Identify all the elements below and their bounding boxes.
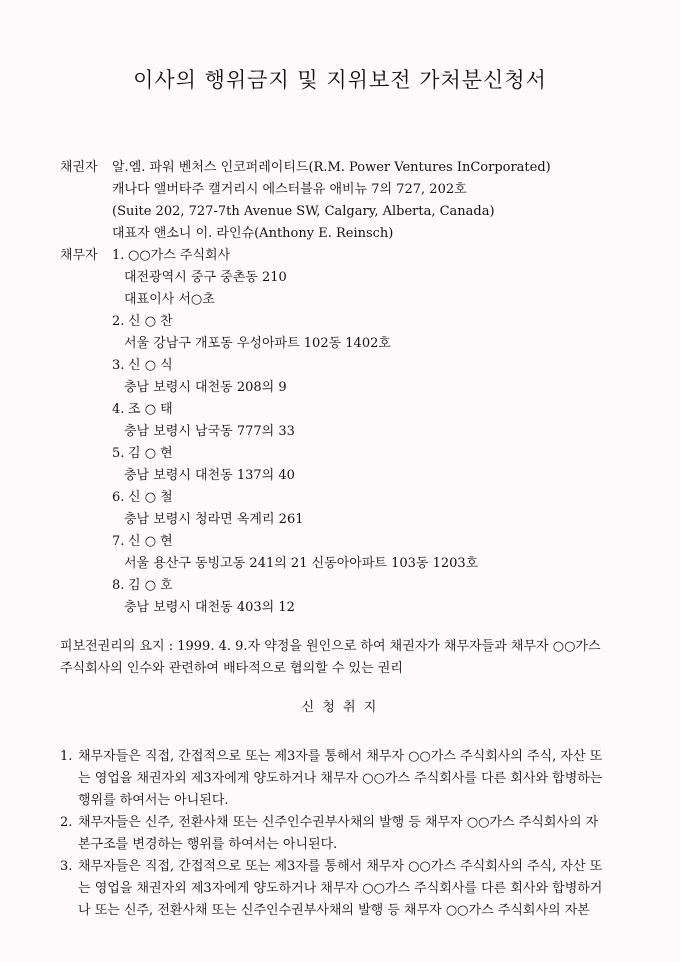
claim-num: 3.	[60, 859, 73, 874]
claim-line: 나 또는 신주, 전환사채 또는 신주인수권부사채의 발행 등 채무자 ○○가스 주식회사의 자본	[78, 903, 590, 918]
debtor-name: 신 ○ 현	[128, 534, 173, 549]
section-heading: 신 청 취 지	[301, 700, 379, 715]
claim-item	[60, 856, 625, 922]
debtor-num: 5.	[112, 446, 125, 461]
claim-num: 1.	[60, 749, 73, 764]
paragraph-line: 피보전권리의 요지 : 1999. 4. 9.자 약정을 원인으로 하여 채권자가 채무자들과 채무자 ○○가스	[60, 639, 601, 654]
claim-line: 채무자들은 직접, 간접적으로 또는 제3자를 통해서 채무자 ○○가스 주식회사의 주식, 자산 또	[78, 749, 603, 764]
debtor-num: 4.	[112, 402, 125, 417]
claim-item	[60, 812, 625, 856]
debtor-num: 6.	[112, 490, 125, 505]
debtor-address: 충남 보령시 남국동 777의 33	[124, 424, 295, 439]
debtor-name: ○○가스 주식회사	[128, 248, 231, 263]
debtor-name: 김 ○ 현	[128, 446, 173, 461]
claim-line: 본구조를 변경하는 행위를 하여서는 아니된다.	[78, 837, 338, 852]
creditor-address-en: (Suite 202, 727-7th Avenue SW, Calgary, Alberta, Canada)	[112, 204, 495, 219]
document-title: 이사의 행위금지 및 지위보전 가처분신청서	[133, 68, 547, 92]
debtor-name: 신 ○ 찬	[128, 314, 173, 329]
debtor-name: 김 ○ 호	[128, 578, 173, 593]
claim-line: 채무자들은 신주, 전환사채 또는 신주인수권부사채의 발행 등 채무자 ○○가스 주식회사의 자	[78, 815, 599, 830]
debtor-num: 2.	[112, 314, 125, 329]
debtor-address: 서울 용산구 동빙고동 241의 21 신동아아파트 103동 1203호	[124, 556, 479, 571]
debtor-name: 신 ○ 철	[128, 490, 173, 505]
debtor-representative: 대표이사 서○초	[124, 292, 215, 307]
paragraph-line: 주식회사의 인수와 관련하여 배타적으로 협의할 수 있는 권리	[60, 661, 403, 676]
creditor-label: 채권자	[60, 160, 98, 175]
debtor-num: 1.	[112, 248, 125, 263]
debtor-address: 충남 보령시 대천동 137의 40	[124, 468, 295, 483]
creditor-address: 캐나다 앨버타주 캘거리시 에스터블유 애비뉴 7의 727, 202호	[112, 182, 467, 197]
debtor-label: 채무자	[60, 248, 98, 263]
claim-num: 2.	[60, 815, 73, 830]
preserved-right-summary	[60, 636, 620, 680]
debtor-name: 조 ○ 태	[128, 402, 173, 417]
debtor-address: 충남 보령시 청라면 옥계리 261	[124, 512, 304, 527]
claim-line: 는 영업을 채권자외 제3자에게 양도하거나 채무자 ○○가스 주식회사를 다른 회사와 합병하는	[78, 771, 603, 786]
debtor-address: 충남 보령시 대천동 403의 12	[124, 600, 295, 615]
debtor-address: 서울 강남구 개포동 우성아파트 102동 1402호	[124, 336, 391, 351]
debtor-num: 3.	[112, 358, 125, 373]
debtor-num: 8.	[112, 578, 125, 593]
debtor-address: 대전광역시 중구 중촌동 210	[124, 270, 287, 285]
claim-item	[60, 746, 625, 812]
creditor-name: 알.엠. 파워 벤처스 인코퍼레이티드(R.M. Power Ventures InCorporated)	[112, 160, 551, 175]
claim-line: 행위를 하여서는 아니된다.	[78, 793, 229, 808]
debtor-num: 7.	[112, 534, 125, 549]
debtor-name: 신 ○ 식	[128, 358, 173, 373]
creditor-representative: 대표자 앤소니 이. 라인슈(Anthony E. Reinsch)	[112, 226, 394, 241]
claim-line: 는 영업을 채권자외 제3자에게 양도하거나 채무자 ○○가스 주식회사를 다른 회사와 합병하거	[78, 881, 603, 896]
claim-line: 채무자들은 직접, 간접적으로 또는 제3자를 통해서 채무자 ○○가스 주식회사의 주식, 자산 또	[78, 859, 603, 874]
debtor-address: 충남 보령시 대천동 208의 9	[124, 380, 287, 395]
